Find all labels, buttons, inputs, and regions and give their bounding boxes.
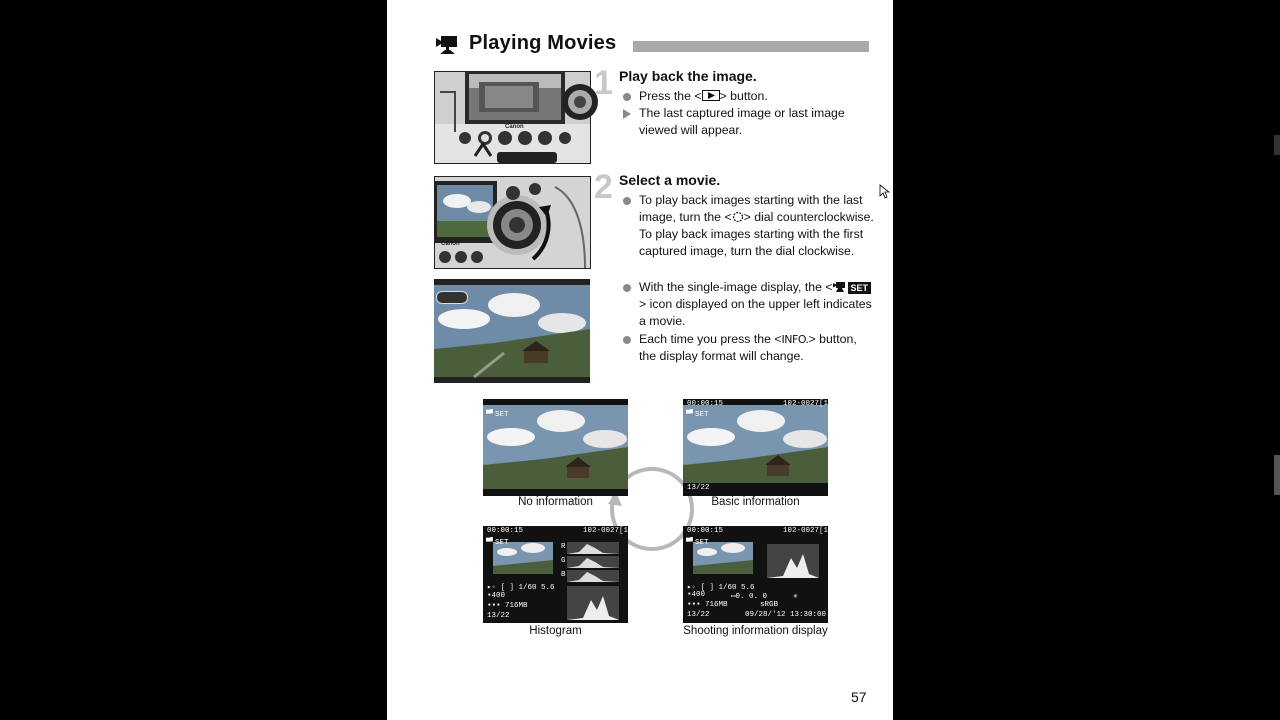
page-number: 57	[851, 689, 867, 705]
movie-set-mark: ▀▘SET	[486, 411, 509, 419]
step-2-bullet-a: To play back images starting with the last image, turn the < > dial counterclockwise. To play back images starting with the first captured image, turn the dial clockwise.	[639, 192, 875, 260]
movie-camera-icon	[435, 34, 461, 54]
step-1-result: The last captured image or last image viewed will appear.	[639, 105, 875, 139]
rgb-label-g: G	[561, 557, 566, 565]
bullet-dot	[623, 284, 631, 292]
quick-control-dial-icon	[732, 211, 744, 223]
time-readout: 00:00:15	[487, 527, 524, 535]
camera-brand-label: Canon	[505, 124, 524, 130]
shooting-settings: ▸◦ [ ] 1/60 5.6	[687, 584, 755, 592]
caption-shooting-info: Shooting information display	[683, 625, 828, 637]
movie-set-mark: ▀▘SET	[686, 539, 709, 547]
time-readout: 00:00:15	[687, 400, 724, 408]
time-readout: 00:00:15	[687, 527, 724, 535]
bullet-dot	[623, 93, 631, 101]
next-page-edge	[1274, 135, 1280, 155]
step-2-bullet-b: With the single-image display, the < SET> icon displayed on the upper left indicates a movie.	[639, 279, 875, 330]
shooting-settings: ▸◦ [ ] 1/60 5.6	[487, 584, 555, 592]
caption-no-info: No information	[518, 496, 593, 508]
exposure-readout: ▭0. 0. 0	[731, 593, 768, 601]
movie-size: ▪▪▪ 716MB	[487, 602, 528, 610]
display-basic-info	[683, 399, 833, 496]
camera-brand-label-2: Canon	[441, 241, 460, 247]
manual-page	[387, 0, 893, 720]
mouse-pointer-icon	[880, 185, 890, 199]
set-box: SET	[848, 282, 872, 294]
rgb-label-r: R	[561, 543, 566, 551]
step-1-heading: Play back the image.	[619, 68, 757, 84]
bullet-dot	[623, 197, 631, 205]
image-counter: 13/22	[687, 611, 710, 619]
caption-basic-info: Basic information	[711, 496, 800, 508]
title-rule	[633, 41, 869, 52]
caption-histogram: Histogram	[529, 625, 582, 637]
image-counter: 13/22	[487, 612, 510, 620]
camera-dial-figure	[434, 176, 591, 269]
movie-set-mark: ▀▘SET	[486, 539, 509, 547]
step-1-number: 1	[594, 64, 613, 102]
movie-set-icon	[833, 281, 846, 292]
movie-set-badge	[436, 291, 468, 304]
iso-readout: ▪400	[687, 591, 706, 599]
file-number: 102-0027[1]	[583, 527, 633, 535]
bullet-dot	[623, 336, 631, 344]
movie-set-mark: ▀▘SET	[686, 411, 709, 419]
info-button-icon: INFO.	[781, 333, 809, 346]
display-shooting-info	[683, 526, 833, 623]
image-counter: 13/22	[687, 484, 710, 492]
display-histogram	[483, 526, 633, 623]
color-space: sRGB	[760, 601, 779, 609]
rgb-label-b: B	[561, 571, 566, 579]
playback-button-icon	[702, 90, 720, 101]
camera-back-figure	[434, 71, 591, 164]
iso-readout: ▪400	[487, 592, 506, 600]
movie-display-figure	[434, 279, 590, 383]
file-number: 102-0027[1]	[783, 400, 833, 408]
file-number: 102-0027[1]	[783, 527, 833, 535]
next-page-edge	[1274, 455, 1280, 495]
result-arrow-icon	[623, 109, 631, 119]
step-2-heading: Select a movie.	[619, 172, 721, 188]
step-2-number: 2	[594, 168, 613, 206]
display-no-info	[483, 399, 628, 496]
date-time: 09/28/'12 13:30:00	[745, 611, 827, 619]
movie-size: ▪▪▪ 716MB	[687, 601, 728, 609]
step-1-bullet: Press the < > button.	[639, 88, 875, 105]
step-2-bullet-c: Each time you press the <INFO.> button, the display format will change.	[639, 331, 875, 365]
sun-icon: ✳	[793, 593, 798, 601]
page-title: Playing Movies	[469, 32, 617, 54]
